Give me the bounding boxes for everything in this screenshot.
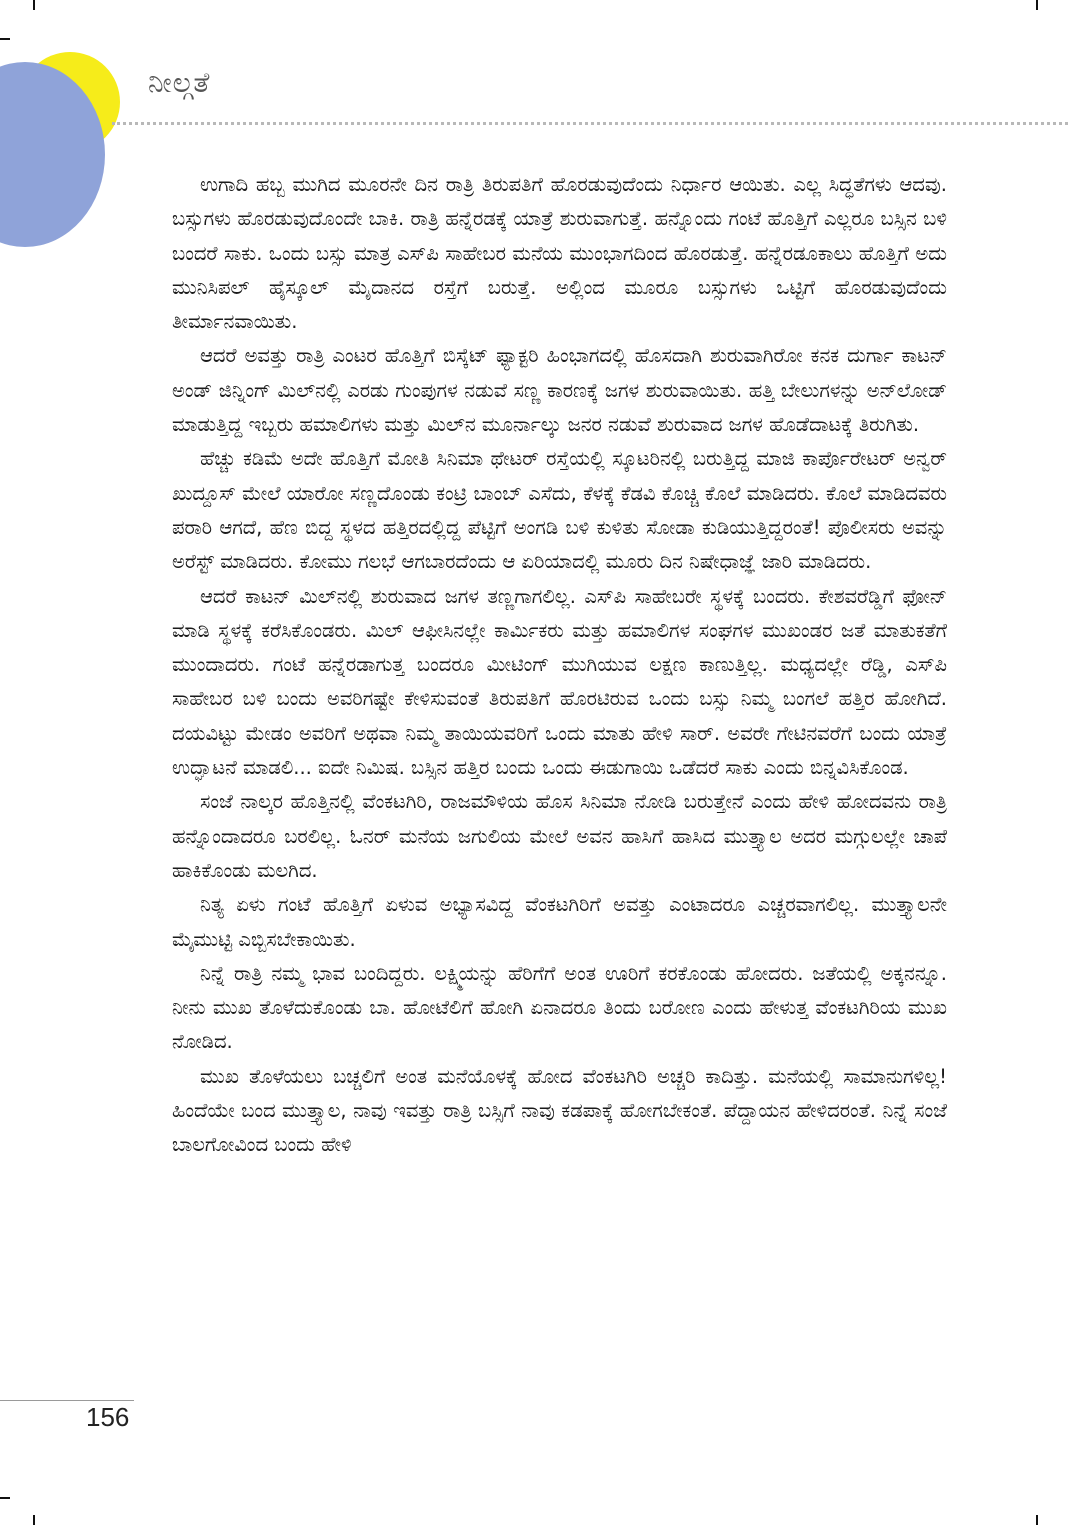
paragraph: ಸಂಜೆ ನಾಲ್ಕರ ಹೊತ್ತಿನಲ್ಲಿ ವೆಂಕಟಗಿರಿ, ರಾಜಮೌಳಿಯ ಹೊಸ ಸಿನಿಮಾ ನೋಡಿ ಬರುತ್ತೇನೆ ಎಂದು ಹೇಳಿ ಹೋದವನು ರಾತ್ರಿ ಹನ್ನೊಂದಾದರೂ ಬರಲಿಲ್ಲ. ಓನರ್ ಮನೆಯ ಜಗುಲಿಯ ಮೇಲೆ ಅವನ ಹಾಸಿಗೆ ಹಾಸಿದ ಮುತ್ತ್ಯಾಲ ಅದರ ಮಗ್ಗುಲಲ್ಲೇ ಚಾಪೆ ಹಾಕಿಕೊಂಡು ಮಲಗಿದ. bbox=[172, 790, 947, 882]
paragraph: ಆದರೆ ಕಾಟನ್ ಮಿಲ್‌ನಲ್ಲಿ ಶುರುವಾದ ಜಗಳ ತಣ್ಣಗಾಗಲಿಲ್ಲ. ಎಸ್‌ಪಿ ಸಾಹೇಬರೇ ಸ್ಥಳಕ್ಕೆ ಬಂದರು. ಕೇಶವರೆಡ್ಡಿಗೆ ಫೋನ್ ಮಾಡಿ ಸ್ಥಳಕ್ಕೆ ಕರೆಸಿಕೊಂಡರು. ಮಿಲ್ ಆಫೀಸಿನಲ್ಲೇ ಕಾರ್ಮಿಕರು ಮತ್ತು ಹಮಾಲಿಗಳ ಸಂಘಗಳ ಮುಖಂಡರ ಜತೆ ಮಾತುಕತೆಗೆ ಮುಂದಾದರು. ಗಂಟೆ ಹನ್ನೆರಡಾಗುತ್ತ ಬಂದರೂ ಮೀಟಿಂಗ್ ಮುಗಿಯುವ ಲಕ್ಷಣ ಕಾಣುತ್ತಿಲ್ಲ. ಮಧ್ಯದಲ್ಲೇ ರೆಡ್ಡಿ, ಎಸ್‌ಪಿ ಸಾಹೇಬರ ಬಳಿ ಬಂದು ಅವರಿಗಷ್ಟೇ ಕೇಳಿಸುವಂತೆ ತಿರುಪತಿಗೆ ಹೊರಟಿರುವ ಒಂದು ಬಸ್ಸು ನಿಮ್ಮ ಬಂಗಲೆ ಹತ್ತಿರ ಹೋಗಿದೆ. ದಯವಿಟ್ಟು ಮೇಡಂ ಅವರಿಗೆ ಅಥವಾ ನಿಮ್ಮ ತಾಯಿಯವರಿಗೆ ಒಂದು ಮಾತು ಹೇಳಿ ಸಾರ್. ಅವರೇ ಗೇಟಿನವರೆಗೆ ಬಂದು ಯಾತ್ರೆ ಉದ್ಘಾಟನೆ ಮಾಡಲಿ... ಐದೇ ನಿಮಿಷ. ಬಸ್ಸಿನ ಹತ್ತಿರ ಬಂದು ಒಂದು ಈಡುಗಾಯಿ ಒಡೆದರೆ ಸಾಕು ಎಂದು ಬಿನ್ನವಿಸಿಕೊಂಡ. bbox=[172, 584, 947, 780]
crop-mark-top-right bbox=[1036, 0, 1038, 10]
paragraph: ಆದರೆ ಅವತ್ತು ರಾತ್ರಿ ಎಂಟರ ಹೊತ್ತಿಗೆ ಬಿಸ್ಕೆಟ್ ಫ್ಯಾಕ್ಟರಿ ಹಿಂಭಾಗದಲ್ಲಿ ಹೊಸದಾಗಿ ಶುರುವಾಗಿರೋ ಕನಕ ದುರ್ಗಾ ಕಾಟನ್ ಅಂಡ್ ಜಿನ್ನಿಂಗ್ ಮಿಲ್‌ನಲ್ಲಿ ಎರಡು ಗುಂಪುಗಳ ನಡುವೆ ಸಣ್ಣ ಕಾರಣಕ್ಕೆ ಜಗಳ ಶುರುವಾಯಿತು. ಹತ್ತಿ ಬೇಲುಗಳನ್ನು ಅನ್‌ಲೋಡ್ ಮಾಡುತ್ತಿದ್ದ ಇಬ್ಬರು ಹಮಾಲಿಗಳು ಮತ್ತು ಮಿಲ್‌ನ ಮೂರ್ನಾಲ್ಕು ಜನರ ನಡುವೆ ಶುರುವಾದ ಜಗಳ ಹೊಡೆದಾಟಕ್ಕೆ ತಿರುಗಿತು. bbox=[172, 344, 947, 437]
paragraph: ಮುಖ ತೊಳೆಯಲು ಬಚ್ಚಲಿಗೆ ಅಂತ ಮನೆಯೊಳಕ್ಕೆ ಹೋದ ವೆಂಕಟಗಿರಿ ಅಚ್ಚರಿ ಕಾದಿತ್ತು. ಮನೆಯಲ್ಲಿ ಸಾಮಾನುಗಳಿಲ್ಲ! ಹಿಂದೆಯೇ ಬಂದ ಮುತ್ತ್ಯಾಲ, ನಾವು ಇವತ್ತು ರಾತ್ರಿ ಬಸ್ಸಿಗೆ ನಾವು ಕಡಪಾಕ್ಕೆ ಹೋಗಬೇಕಂತೆ. ಪೆದ್ದಾಯನ ಹೇಳಿದರಂತೆ. ನಿನ್ನೆ ಸಂಜೆ ಬಾಲಗೋವಿಂದ ಬಂದು ಹೇಳಿ bbox=[172, 1064, 947, 1157]
crop-mark-top-left bbox=[33, 0, 35, 10]
paragraph: ಹೆಚ್ಚು ಕಡಿಮೆ ಅದೇ ಹೊತ್ತಿಗೆ ಮೋತಿ ಸಿನಿಮಾ ಥೇಟರ್ ರಸ್ತೆಯಲ್ಲಿ ಸ್ಕೂಟರಿನಲ್ಲಿ ಬರುತ್ತಿದ್ದ ಮಾಜಿ ಕಾರ್ಪೊರೇಟರ್ ಅನ್ವರ್ ಖುದ್ದೂಸ್ ಮೇಲೆ ಯಾರೋ ಸಣ್ಣದೊಂಡು ಕಂಟ್ರಿ ಬಾಂಬ್ ಎಸೆದು, ಕೆಳಕ್ಕೆ ಕೆಡವಿ ಕೊಚ್ಚಿ ಕೊಲೆ ಮಾಡಿದರು. ಕೊಲೆ ಮಾಡಿದವರು ಪರಾರಿ ಆಗದೆ, ಹೆಣ ಬಿದ್ದ ಸ್ಥಳದ ಹತ್ತಿರದಲ್ಲಿದ್ದ ಪೆಟ್ಟಿಗೆ ಅಂಗಡಿ ಬಳಿ ಕುಳಿತು ಸೋಡಾ ಕುಡಿಯುತ್ತಿದ್ದರಂತೆ! ಪೊಲೀಸರು ಅವನ್ನು ಅರೆಸ್ಟ್ ಮಾಡಿದರು. ಕೋಮು ಗಲಭೆ ಆಗಬಾರದೆಂದು ಆ ಏರಿಯಾದಲ್ಲಿ ಮೂರು ದಿನ ನಿಷೇಧಾಜ್ಞೆ ಜಾರಿ ಮಾಡಿದರು. bbox=[172, 447, 947, 574]
paragraph: ಉಗಾದಿ ಹಬ್ಬ ಮುಗಿದ ಮೂರನೇ ದಿನ ರಾತ್ರಿ ತಿರುಪತಿಗೆ ಹೊರಡುವುದೆಂದು ನಿರ್ಧಾರ ಆಯಿತು. ಎಲ್ಲ ಸಿದ್ಧತೆಗಳು ಆದವು. ಬಸ್ಸುಗಳು ಹೊರಡುವುದೊಂದೇ ಬಾಕಿ. ರಾತ್ರಿ ಹನ್ನೆರಡಕ್ಕೆ ಯಾತ್ರೆ ಶುರುವಾಗುತ್ತೆ. ಹನ್ನೊಂದು ಗಂಟೆ ಹೊತ್ತಿಗೆ ಎಲ್ಲರೂ ಬಸ್ಸಿನ ಬಳಿ ಬಂದರೆ ಸಾಕು. ಒಂದು ಬಸ್ಸು ಮಾತ್ರ ಎಸ್‌ಪಿ ಸಾಹೇಬರ ಮನೆಯ ಮುಂಭಾಗದಿಂದ ಹೊರಡುತ್ತೆ. ಹನ್ನೆರಡೂಕಾಲು ಹೊತ್ತಿಗೆ ಅದು ಮುನಿಸಿಪಲ್ ಹೈಸ್ಕೂಲ್ ಮೈದಾನದ ರಸ್ತೆಗೆ ಬರುತ್ತೆ. ಅಲ್ಲಿಂದ ಮೂರೂ ಬಸ್ಸುಗಳು ಒಟ್ಟಿಗೆ ಹೊರಡುವುದೆಂದು ತೀರ್ಮಾನವಾಯಿತು. bbox=[172, 173, 947, 334]
crop-mark-left-upper bbox=[0, 38, 10, 40]
crop-mark-left-lower bbox=[0, 1497, 10, 1499]
header-dotted-rule bbox=[112, 122, 1068, 125]
folio-rule bbox=[0, 1400, 134, 1401]
paragraph: ನಿನ್ನೆ ರಾತ್ರಿ ನಮ್ಮ ಭಾವ ಬಂದಿದ್ದರು. ಲಕ್ಷ್ಮಿಯನ್ನು ಹೆರಿಗೆಗೆ ಅಂತ ಊರಿಗೆ ಕರಕೊಂಡು ಹೋದರು. ಜತೆಯಲ್ಲಿ ಅಕ್ಕನನ್ನೂ. ನೀನು ಮುಖ ತೊಳೆದುಕೊಂಡು ಬಾ. ಹೋಟೆಲಿಗೆ ಹೋಗಿ ಏನಾದರೂ ತಿಂದು ಬರೋಣ ಎಂದು ಹೇಳುತ್ತ ವೆಂಕಟಗಿರಿಯ ಮುಖ ನೋಡಿದ. bbox=[172, 961, 947, 1054]
chapter-title: ನೀಲ್ಗತೆ bbox=[148, 66, 211, 99]
body-text bbox=[172, 168, 947, 1163]
crop-mark-bottom-left bbox=[33, 1515, 35, 1525]
page-number: 156 bbox=[86, 1402, 130, 1432]
paragraph: ನಿತ್ಯ ಏಳು ಗಂಟೆ ಹೊತ್ತಿಗೆ ಏಳುವ ಅಭ್ಯಾಸವಿದ್ದ ವೆಂಕಟಗಿರಿಗೆ ಅವತ್ತು ಎಂಟಾದರೂ ಎಚ್ಚರವಾಗಲಿಲ್ಲ. ಮುತ್ತ್ಯಾಲನೇ ಮೈಮುಟ್ಟಿ ಎಬ್ಬಿಸಬೇಕಾಯಿತು. bbox=[172, 893, 947, 951]
crop-mark-bottom-right bbox=[1036, 1515, 1038, 1525]
